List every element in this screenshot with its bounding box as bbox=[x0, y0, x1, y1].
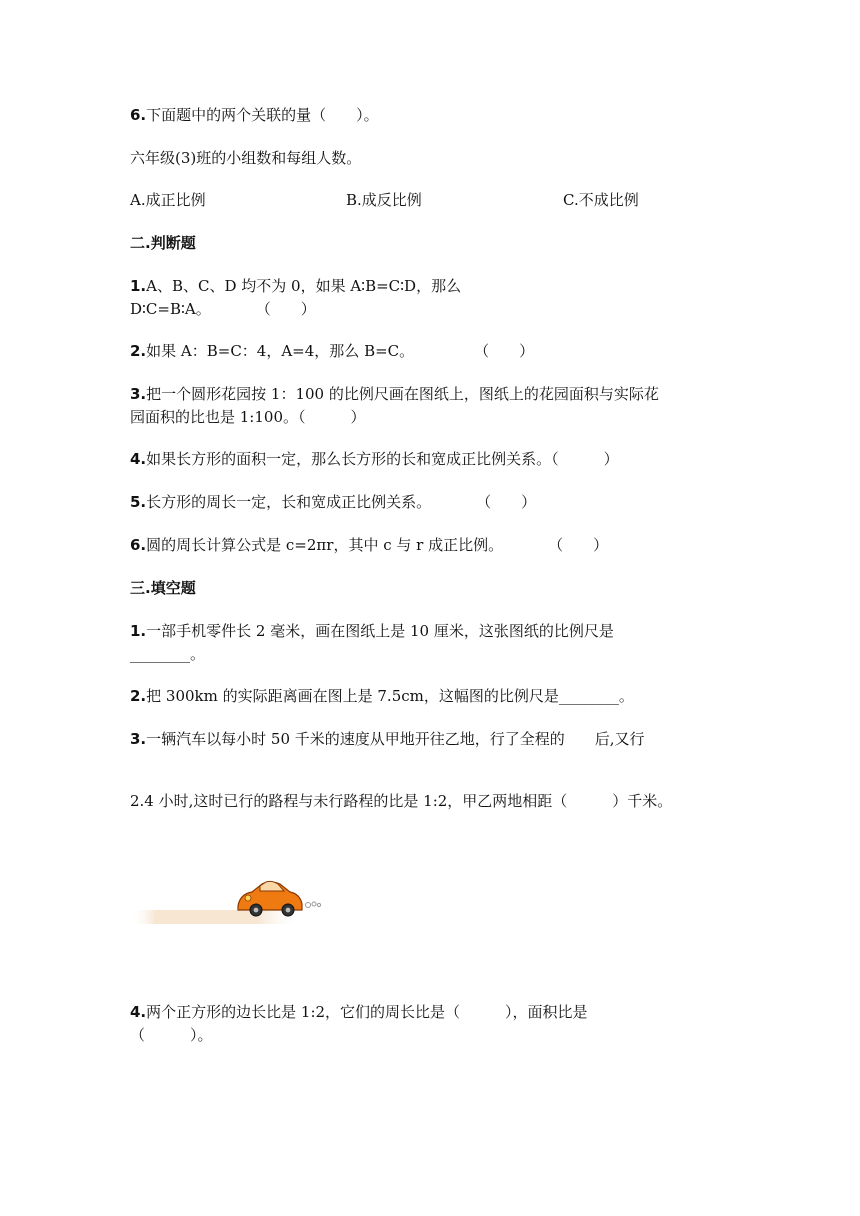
question-text: 一辆汽车以每小时 50 千米的速度从甲地开往乙地，行了全程的 后,又行 bbox=[146, 730, 645, 748]
judgement-question-4 bbox=[130, 448, 619, 471]
question-number: 1. bbox=[130, 622, 147, 640]
fill-question-3 bbox=[130, 728, 645, 751]
option-c: C.不成比例 bbox=[563, 191, 639, 209]
question-number: 6. bbox=[130, 536, 147, 554]
judgement-question-1-line2: D∶C=B∶A。 （ ） bbox=[130, 300, 316, 318]
section-heading-fill-in: 三.填空题 bbox=[130, 579, 196, 597]
question-6 bbox=[130, 104, 379, 127]
question-text: 两个正方形的边长比是 1:2，它们的周长比是（ ），面积比是 bbox=[146, 1003, 588, 1021]
question-number: 1. bbox=[130, 277, 147, 295]
question-number: 4. bbox=[130, 1003, 147, 1021]
fill-question-4 bbox=[130, 1001, 588, 1024]
section-heading-judgement: 二.判断题 bbox=[130, 234, 196, 252]
question-text: A、B、C、D 均不为 0，如果 A∶B=C∶D，那么 bbox=[146, 277, 462, 295]
question-text: 如果 A：B=C：4，A=4，那么 B=C。 （ ） bbox=[146, 342, 535, 360]
judgement-question-2 bbox=[130, 340, 534, 363]
question-text: 长方形的周长一定，长和宽成正比例关系。 （ ） bbox=[146, 493, 537, 511]
question-number: 5. bbox=[130, 493, 147, 511]
question-number: 3. bbox=[130, 730, 147, 748]
question-number: 2. bbox=[130, 687, 147, 705]
car-icon bbox=[130, 872, 330, 944]
option-b: B.成反比例 bbox=[346, 191, 422, 209]
question-text: 圆的周长计算公式是 c=2πr，其中 c 与 r 成正比例。 （ ） bbox=[146, 536, 609, 554]
question-number: 4. bbox=[130, 450, 147, 468]
question-number: 2. bbox=[130, 342, 147, 360]
car-illustration bbox=[130, 872, 330, 944]
question-6-subtext: 六年级(3)班的小组数和每组人数。 bbox=[130, 149, 362, 167]
question-text: 把 300km 的实际距离画在图上是 7.5cm，这幅图的比例尺是________。 bbox=[146, 687, 634, 705]
exhaust-puffs bbox=[306, 902, 321, 908]
fill-question-2 bbox=[130, 685, 634, 708]
judgement-question-1 bbox=[130, 275, 461, 298]
question-text: 一部手机零件长 2 毫米，画在图纸上是 10 厘米，这张图纸的比例尺是 bbox=[146, 622, 614, 640]
option-a: A.成正比例 bbox=[130, 191, 206, 209]
question-number: 3. bbox=[130, 385, 147, 403]
judgement-question-6 bbox=[130, 534, 608, 557]
fill-question-1 bbox=[130, 620, 614, 643]
fill-question-1-line2: ________。 bbox=[130, 645, 206, 663]
question-text: 如果长方形的面积一定，那么长方形的长和宽成正比例关系。（ ） bbox=[146, 450, 619, 468]
road-shadow bbox=[130, 910, 300, 924]
judgement-question-3 bbox=[130, 383, 659, 406]
question-number: 6. bbox=[130, 106, 147, 124]
judgement-question-3-line2: 园面积的比也是 1:100。（ ） bbox=[130, 408, 366, 426]
question-text: 下面题中的两个关联的量（ ）。 bbox=[146, 106, 379, 124]
fill-question-4-line2: （ ）。 bbox=[130, 1026, 213, 1044]
judgement-question-5 bbox=[130, 491, 536, 514]
question-text: 把一个圆形花园按 1：100 的比例尺画在图纸上，图纸上的花园面积与实际花 bbox=[146, 385, 659, 403]
fill-question-3-line2: 2.4 小时,这时已行的路程与未行路程的比是 1:2，甲乙两地相距（ ）千米。 bbox=[130, 792, 673, 810]
